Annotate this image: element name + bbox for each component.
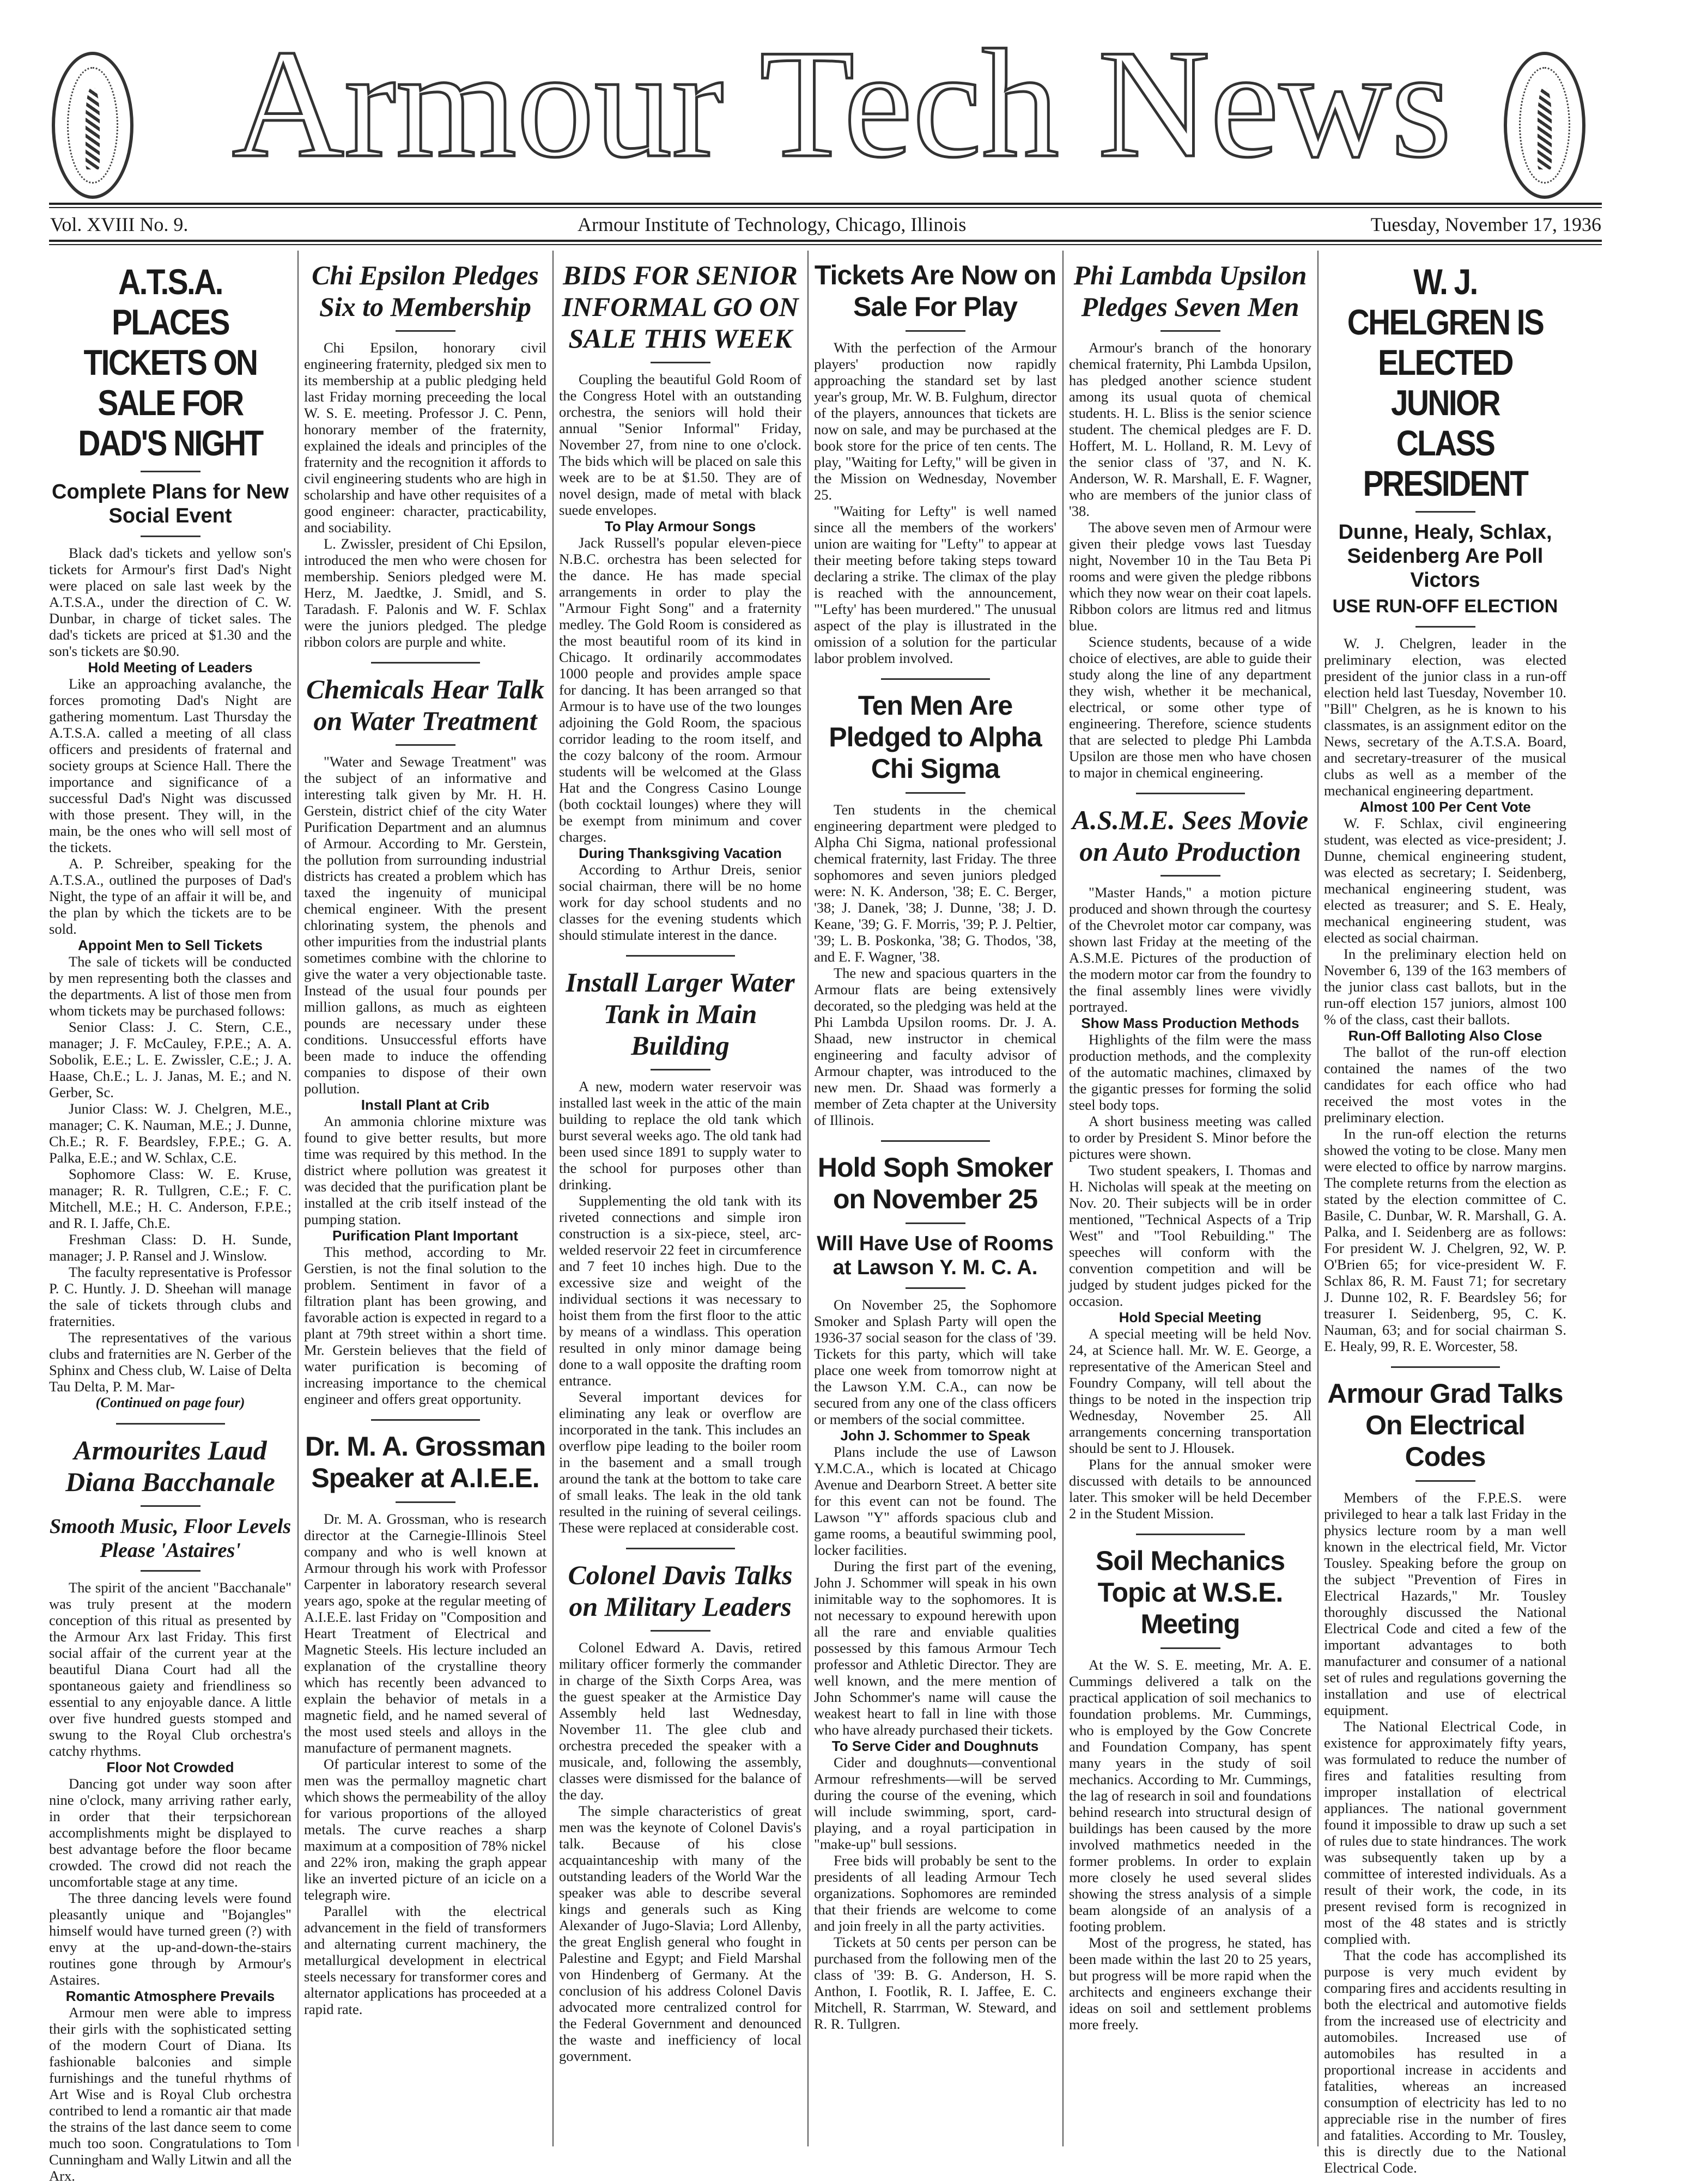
article-paragraph: Jack Russell's popular eleven-piece N.B.C. orchestra has been selected for the dance. He has made special arrangements in order to play the "Armour Fight Song" and a fraternity medley. The Gold Room is considered as the most beautiful room of its kind in Chicago. It ordinarily accommodates 1000 people and provides ample space for dancing. It has been arranged so that Armour is to have use of the two lounges adjoining the Gold Room, the spacious corridor leading to the room itself, and the cozy balcony of the room. Armour students will be welcomed at the Glass Hat and the Congress Casino Lounge (both cocktail lounges) where they will be exempt from minimum and cover charges. [559, 534, 801, 845]
article-divider [1391, 1366, 1500, 1368]
article-headline: Armourites Laud Diana Bacchanale [65, 1435, 275, 1497]
section-subhead: Purification Plant Important [332, 1227, 518, 1244]
article-paragraph: A. P. Schreiber, speaking for the A.T.S.A., outlined the purposes of Dad's Night, the type of an affair it will be, and the plan by which the tickets are to be sold. [49, 855, 291, 937]
deck-rule [141, 536, 200, 537]
article-paragraph: The new and spacious quarters in the Armour flats are being extensively decorated, so the pledging was held at the Phi Lambda Upsilon rooms. Dr. J. A. Shaad, new instructor in chemical engineering and faculty advisor of Armour chapter, was introduced to the new men. Dr. Shaad was formerly a member of Zeta chapter at the University of Illinois. [814, 965, 1056, 1128]
section-subhead: Hold Special Meeting [1119, 1309, 1262, 1325]
section-subhead: Show Mass Production Methods [1081, 1015, 1299, 1031]
article-deck: Dunne, Healy, Schlax, Seidenberg Are Poll Victors [1338, 521, 1552, 592]
article-paragraph: A new, modern water reservoir was installed last week in the attic of the main building to replace the old tank which burst several weeks ago. The old tank had been used since 1891 to supply water to the school for purposes other than drinking. [559, 1078, 801, 1193]
article-paragraph: Highlights of the film were the mass production methods, and the complexity of the automatic machines, climaxed by the gigantic presses for forming the solid steel body tops. [1069, 1031, 1311, 1113]
article-paragraph: Colonel Edward A. Davis, retired military officer formerly the commander in charge of the Sixth Corps Area, was the guest speaker at the Armistice Day Assembly held last Wednesday, November 11. The glee club and orchestra preceded the speaker with a musicale, and, following the assembly, classes were dismissed for the balance of the day. [559, 1639, 801, 1803]
article-divider [371, 1419, 480, 1421]
article-paragraph: Senior Class: J. C. Stern, C.E., manager; J. F. McCauley, F.P.E.; A. A. Sobolik, E.E.; L. E. Zwissler, C.E.; J. A. Haase, Ch.E.; L. J. Janas, M. E.; and N. Gerber, Sc. [49, 1019, 291, 1100]
section-subhead: Run-Off Balloting Also Close [1348, 1027, 1542, 1044]
headline-rule [396, 1501, 455, 1503]
section-subhead: John J. Schommer to Speak [840, 1427, 1030, 1444]
column-divider [552, 251, 554, 2146]
article-paragraph: Of particular interest to some of the men was the permalloy magnetic chart which shows the permeability of the alloy for various proportions of the alloyed metals. The curve reaches a sharp maximum at a composition of 78% nickel and 22% iron, making the graph appear like an inverted picture of an icicle on a telegraph wire. [304, 1756, 546, 1903]
volume-number: Vol. XVIII No. 9. [50, 214, 189, 235]
article [304, 1431, 546, 2017]
torch-icon [86, 88, 100, 169]
article-headline: BIDS FOR SENIOR INFORMAL GO ON SALE THIS WEEK [562, 260, 799, 354]
article [559, 1559, 801, 2064]
article-divider [626, 1548, 735, 1549]
article [814, 259, 1056, 666]
headline-rule [651, 362, 710, 363]
headline-rule [651, 1630, 710, 1632]
institute-seal-right [1504, 52, 1585, 199]
article-divider [116, 1423, 225, 1425]
headline-rule [1415, 511, 1475, 513]
article-headline: Soil Mechanics Topic at W.S.E. Meeting [1095, 1546, 1285, 1639]
article-deck-secondary: USE RUN-OFF ELECTION [1332, 596, 1558, 617]
column-divider [297, 251, 299, 2146]
column-divider [1062, 251, 1064, 2146]
headline-rule [906, 1222, 965, 1224]
article [49, 261, 291, 1411]
article-paragraph: Dr. M. A. Grossman, who is research director at the Carnegie-Illinois Steel company and who is well known at Armour through his work with Professor Carpenter in laboratory research several years ago, spoke at the regular meeting of A.I.E.E. last Friday on "Composition and Heart Treatment of Electrical and Magnetic Steels. His lecture included an explanation of the crystalline theory which has recently been advanced to explain the behavior of metals in a magnetic field, and he named several of the most used steels and alloys in the manufacture of permanent magnets. [304, 1511, 546, 1756]
headline-rule [141, 471, 200, 472]
article-paragraph: Plans include the use of Lawson Y.M.C.A., which is located at Chicago Avenue and Dearborn Street. A better site for this event can not be found. The Lawson "Y" affords spacious club and game rooms, a beautiful swimming pool, locker facilities. [814, 1444, 1056, 1558]
column-divider [807, 251, 809, 2146]
article-divider [626, 955, 735, 957]
article-divider [1136, 793, 1245, 794]
article-paragraph: This method, according to Mr. Gerstien, is not the final solution to the problem. Sentiment in favor of a filtration plant has been growing, and favorable action is expected in regard to a plant at 79th street within a short time. Mr. Gerstein believes that the field of water purification is becoming of increasing importance to the chemical engineer and offers great opportunity. [304, 1244, 546, 1407]
article-headline: Phi Lambda Upsilon Pledges Seven Men [1073, 260, 1307, 322]
article-paragraph: Coupling the beautiful Gold Room of the Congress Hotel with an outstanding orchestra, the seniors will hold their annual "Senior Informal" Friday, November 27, from nine to one o'clock. The bids which will be placed on sale this week are to be at $1.50. They are of novel design, made of metal with black suede envelopes. [559, 371, 801, 518]
article-deck: Will Have Use of Rooms at Lawson Y. M. C. A. [817, 1232, 1054, 1279]
article-paragraph: In the preliminary election held on November 6, 139 of the 163 members of the junior class cast ballots, but in the run-off election 157 juniors, almost 100 % of the class, cast their ballots. [1324, 946, 1566, 1027]
column-5 [1069, 256, 1311, 2146]
section-subhead: Almost 100 Per Cent Vote [1359, 799, 1531, 815]
article-paragraph: Ten students in the chemical engineering department were pledged to Alpha Chi Sigma, national professional chemical fraternity, last Friday. The three sophomores and seven juniors pledged were: N. K. Anderson, '38; E. C. Berger, '38; J. Danek, '38; J. Dunne, '38; J. D. Keane, '39; G. F. Morris, '39; P. J. Peltier, '39; L. B. Poskonka, '38; G. Thodos, '38, and E. F. Wagner, '38. [814, 801, 1056, 965]
headline-rule [1161, 875, 1220, 877]
deck-rule [906, 1287, 965, 1289]
article-paragraph: Like an approaching avalanche, the forces promoting Dad's Night are gathering momentum. Last Thursday the A.T.S.A. called a meeting of all class officers and presidents of fraternal and society groups at Science Hall. There the importance and significance of a successful Dad's Night was discussed with those present. They will, in the main, be the ones who will sell most of the tickets. [49, 676, 291, 855]
article-paragraph: That the code has accomplished its purpose is very much evident by comparing fires and accidents resulting in both the electrical and automotive fields from the increased use of electricity and automobiles. Increased use of automobiles has resulted in a proportional increase in accidents and fatalities, whereas an increased consumption of electricity has led to no appreciable rise in the number of fires and fatalities. According to Mr. Tousley, this is directly due to the National Electrical Code. [1324, 1947, 1566, 2176]
article [1069, 259, 1311, 781]
article-paragraph: Chi Epsilon, honorary civil engineering fraternity, pledged six men to its membership at a public pledging held last Friday morning preceeding the local W. S. E. meeting. Professor J. C. Penn, honorary member of the fraternity, explained the ideals and principles of the fraternity and the recognition it affords to civil engineering students who are high in scholarship and have other requisites of a good engineer: character, practicability, and sociability. [304, 339, 546, 536]
article-paragraph: L. Zwissler, president of Chi Epsilon, introduced the men who were chosen for membership. Seniors pledged were M. Herz, M. Jaedtke, J. Smidl, and S. Taradash. F. Palonis and W. F. Schlax were the juniors pledged. The pledge ribbon colors are purple and white. [304, 536, 546, 650]
article-paragraph: The three dancing levels were found pleasantly unique and "Bojangles" himself would have turned green (?) with envy at the up-and-down-the-stairs routines gone through by Armour's Astaires. [49, 1890, 291, 1988]
article-paragraph: Black dad's tickets and yellow son's tickets for Armour's first Dad's Night were placed on sale last week by the A.T.S.A., under the direction of C. W. Dunbar, in charge of ticket sales. The dad's tickets are priced at $1.30 and the son's tickets are $0.90. [49, 545, 291, 659]
article-paragraph: Several important devices for eliminating any leak or overflow are incorporated in the tank. This includes an overflow pipe leading to the boiler room in the basement and a small trough around the tank at the bottom to take care of small leaks. The leak in the old tank resulted in the ruining of several ceilings. These were replaced at considerable cost. [559, 1389, 801, 1536]
article-paragraph: Junior Class: W. J. Chelgren, M.E., manager; C. K. Nauman, M.E.; J. Dunne, Ch.E.; R. F. Beardsley, F.P.E.; G. A. Palka, E.E.; and W. Schlax, C.E. [49, 1100, 291, 1166]
article-headline: Chemicals Hear Talk on Water Treatment [306, 674, 545, 736]
section-subhead: To Play Armour Songs [604, 518, 756, 534]
article-deck: Complete Plans for New Social Event [52, 480, 289, 527]
masthead-rule-top [49, 203, 1602, 208]
article-paragraph: Parallel with the electrical advancement in the field of transformers and alternating current machinery, the metallurgical development in electrical steels necessary for transformer cores and alternator applications has proceeded at a rapid rate. [304, 1903, 546, 2017]
article-headline: Chi Epsilon Pledges Six to Membership [312, 260, 539, 322]
headline-rule [141, 1505, 200, 1507]
column-3 [559, 256, 801, 2146]
article-paragraph: Tickets at 50 cents per person can be purchased from the following men of the class of '39: B. G. Anderson, H. S. Anthon, I. Footlik, R. I. Jaffee, E. C. Mitchell, R. Starrman, W. Steward, and R. R. Tullgren. [814, 1934, 1056, 2032]
article-paragraph: Armour men were able to impress their girls with the sophisticated setting of the modern Court of Diana. Its fashionable balconies and simple furnishings and the tuneful rhythms of Art Wise and is Royal Club orchestra contribed to lend a romantic air that made the strains of the last dance seem to come much too soon. Congratulations to Tom Cunningham and Wally Litwin and all the Arx. [49, 2004, 291, 2184]
institute-seal-left [52, 52, 133, 199]
article-headline: Tickets Are Now on Sale For Play [814, 260, 1056, 322]
article-paragraph: A short business meeting was called to order by President S. Minor before the pictures were shown. [1069, 1113, 1311, 1162]
article [559, 259, 801, 943]
article [814, 690, 1056, 1128]
article-paragraph: With the perfection of the Armour players' production now rapidly approaching the standard set by last year's group, Mr. W. B. Fulghum, director of the players, announces that tickets are now on sale, and may be purchased at the book store for the price of ten cents. The play, "Waiting for Lefty," will be given in the Mission on Wednesday, November 25. [814, 339, 1056, 503]
headline-rule [1161, 330, 1220, 332]
article-divider [1136, 1534, 1245, 1535]
article-paragraph: W. J. Chelgren, leader in the preliminary election, was elected president of the junior class in a run-off election held last Tuesday, November 10. "Bill" Chelgren, as he is known to his classmates, is an assignment editor on the News, secretary of the A.T.S.A. Board, and secretary-treasurer of the musical clubs as well as a member of the mechanical engineering department. [1324, 635, 1566, 799]
article-paragraph: The faculty representative is Professor P. C. Huntly. J. D. Sheehan will manage the sale of tickets through clubs and fraternities. [49, 1264, 291, 1329]
section-subhead: Romantic Atmosphere Prevails [65, 1988, 275, 2004]
headline-rule [396, 744, 455, 746]
section-subhead: Appoint Men to Sell Tickets [77, 937, 263, 953]
article-paragraph: "Waiting for Lefty" is well named since all the members of the workers' union are waiting for "Lefty" to appear at their meeting before taking steps toward declaring a strike. The climax of the play is reached with the announcement, "'Lefty' has been murdered." The unusual aspect of the play is illustrated in the omission of a solution for the particular labor problem involved. [814, 503, 1056, 666]
institution-line: Armour Institute of Technology, Chicago, Illinois [578, 214, 967, 235]
section-subhead: Floor Not Crowded [106, 1759, 234, 1775]
article-headline: A.T.S.A. PLACES TICKETS ON SALE FOR DAD'S NIGHT [78, 261, 263, 463]
deck-rule [141, 1570, 200, 1572]
continued-link: (Continued on page four) [95, 1395, 245, 1410]
article [304, 259, 546, 650]
article-paragraph: Freshman Class: D. H. Sunde, manager; J. P. Ransel and J. Winslow. [49, 1231, 291, 1264]
article-paragraph: According to Arthur Dreis, senior social chairman, there will be no home work for day school students and no classes for the evening students which should stimulate interest in the dance. [559, 861, 801, 943]
headline-rule [1415, 1480, 1475, 1482]
masthead-rule-bottom [49, 240, 1602, 245]
article-divider [881, 678, 990, 680]
article [1069, 804, 1311, 1522]
column-6 [1324, 256, 1566, 2176]
article-paragraph: Plans for the annual smoker were discussed with details to be announced later. This smoker will be held December 2 in the Student Mission. [1069, 1456, 1311, 1522]
article-paragraph: Dancing got under way soon after nine o'clock, many arriving rather early, in order that their terpsichorean accomplishments might be displayed to best advantage before the floor became crowded. The crowd did not reach the uncomfortable stage at any time. [49, 1775, 291, 1890]
article-paragraph: At the W. S. E. meeting, Mr. A. E. Cummings delivered a talk on the practical application of soil mechanics to foundation problems. Mr. Cummings, who is employed by the Gow Concrete and Foundation Company, has spent many years in the study of soil mechanics. According to Mr. Cummings, the lag of research in soil and foundations behind research into structural design of buildings has been caused by the more involved mathmetics needed in the former problems. In order to explain more closely he used several slides showing the stress analysis of a simple beam alongside of an analysis of a footing problem. [1069, 1657, 1311, 1934]
masthead-title: Armour Tech News [232, 17, 1452, 190]
article [49, 1434, 291, 2184]
article-paragraph: The spirit of the ancient "Bacchanale" was truly present at the modern conception of this ritual as presented by the Armour Arx last Friday. This first social affair of the current year at the beautiful Diana Court had all the spontaneous gaiety and friendliness so essential to any enjoyable dance. A little over five hundred guests stomped and swung to the Royal Club orchestra's catchy rhythms. [49, 1579, 291, 1759]
article [1324, 261, 1566, 1354]
article-headline: Hold Soph Smoker on November 25 [817, 1152, 1053, 1214]
article-paragraph: Two student speakers, I. Thomas and H. Nicholas will speak at the meeting on Nov. 20. Their subjects will be in order mentioned, "Technical Aspects of a Trip West" and "Tool Rebuilding." The speeches will conform with the convention competition and will be judged by student judges picked for the occasion. [1069, 1162, 1311, 1309]
article-paragraph: The National Electrical Code, in existence for approximately fifty years, was formulated to reduce the number of fires and fatalities resulting from improper installation of electrical appliances. The national government found it impossible to draw up such a set of rules due to state hindrances. The work was subsequently taken up by a committee of interested individuals. As a result of their work, the code, in its present revised form is recognized in most of the 48 states and is strictly complied with. [1324, 1718, 1566, 1947]
article-paragraph: The above seven men of Armour were given their pledge vows last Tuesday night, November 10 in the Tau Beta Pi rooms and were given the pledge ribbons which they now wear on their coat lapels. Ribbon colors are litmus red and litmus blue. [1069, 519, 1311, 634]
article-headline: Armour Grad Talks On Electrical Codes [1327, 1378, 1563, 1472]
article-paragraph: Sophomore Class: W. E. Kruse, manager; R. R. Tullgren, C.E.; F. C. Mitchell, M.E.; H. C. Anderson, F.P.E.; and R. I. Jaffe, Ch.E. [49, 1166, 291, 1231]
headline-rule [651, 1069, 710, 1070]
issue-date: Tuesday, November 17, 1936 [1370, 214, 1601, 235]
article-paragraph: "Water and Sewage Treatment" was the subject of an informative and interesting talk given by Mr. H. H. Gerstein, district chief of the city Water Purification Department and an alumnus of Armour. According to Mr. Gerstein, the pollution from surrounding industrial districts has created a problem which has taxed the ingenuity of municipal chemical engineer. With the present chlorinating system, the phenols and other impurities from the industrial plants sometimes combine with the chlorine to give the water a very objectionable taste. Instead of the usual four pounds per million gallons, as much as eighteen pounds are necessary under these conditions. Unsuccessful efforts have been made to induce the offending companies to dispose of their own pollution. [304, 753, 546, 1097]
article-paragraph: The ballot of the run-off election contained the names of the two candidates for each office who had received the most votes in the preliminary election. [1324, 1044, 1566, 1126]
article-divider [371, 662, 480, 664]
article-paragraph: During the first part of the evening, John J. Schommer will speak in his own inimitable way to the sophomores. It is not necessary to expound herewith upon all the rare and enviable qualities possessed by this famous Armour Tech professor and Athletic Director. They are well known, and the mere mention of John Schommer's name will cause the weakest heart to fall in line with those who have already purchased their tickets. [814, 1558, 1056, 1738]
article [814, 1152, 1056, 2032]
article-paragraph: W. F. Schlax, civil engineering student, was elected as vice-president; J. Dunne, chemical engineering student, was elected as secretary; I. Seidenberg, mechanical engineering student, was elected as treasurer; and S. E. Healy, mechanical engineering student, was elected as social chairman. [1324, 815, 1566, 946]
article-headline: Dr. M. A. Grossman Speaker at A.I.E.E. [305, 1431, 546, 1493]
article-paragraph: Supplementing the old tank with its riveted connections and simple iron construction is a six-piece, steel, arc-welded reservoir 22 feet in circumference and 7 feet 10 inches high. Due to the excessive size and weight of the individual sections it was necessary to hoist them from the first floor to the attic by means of a windlass. This operation resulted in only minor damage being done to a wall opposite the drafting room entrance. [559, 1193, 801, 1389]
article-divider [881, 1140, 990, 1142]
headline-rule [906, 330, 965, 332]
article-paragraph: Science students, because of a wide choice of electives, are able to guide their study along the line of any department they wish, whether it be mechanical, electrical, or some other type of engineering. Therefore, science students that are selected to pledge Phi Lambda Upsilon are those men who have chosen to major in chemical engineering. [1069, 634, 1311, 781]
article-paragraph: Free bids will probably be sent to the presidents of all leading Armour Tech organizations. Sophomores are reminded that their friends are welcome to come and join freely in all the party activities. [814, 1852, 1056, 1934]
article-headline: Colonel Davis Talks on Military Leaders [568, 1560, 793, 1622]
column-2 [304, 256, 546, 2146]
article-paragraph: An ammonia chlorine mixture was found to give better results, but more time was required by this method. In the district where pollution was greatest it was decided that the purification plant be installed at the crib itself instead of the pumping station. [304, 1113, 546, 1227]
section-subhead: Install Plant at Crib [361, 1097, 490, 1113]
article [1324, 1378, 1566, 2176]
article-paragraph: Most of the progress, he stated, has been made within the last 20 to 25 years, but progress will be more rapid when the architects and engineers exchange their ideas on soil and settlement problems more freely. [1069, 1934, 1311, 2033]
torch-icon [1538, 88, 1552, 169]
article-paragraph: "Master Hands," a motion picture produced and shown through the courtesy of the Chevrolet motor car company, was shown last Friday at the meeting of the A.S.M.E. Pictures of the production of the modern motor car from the foundry to the final assembly lines were vividly portrayed. [1069, 884, 1311, 1015]
section-subhead: To Serve Cider and Doughnuts [831, 1738, 1039, 1754]
article-paragraph: The representatives of the various clubs and fraternities are N. Gerber of the Sphinx and Chess club, W. Laise of Delta Tau Delta, P. M. Mar- [49, 1329, 291, 1395]
section-subhead: During Thanksgiving Vacation [579, 845, 782, 861]
article-paragraph: A special meeting will be held Nov. 24, at Science hall. Mr. W. E. George, a representative of the American Steel and Foundry Company, will tell about the things to be noted in the inspection trip Wednesday, November 25. All arrangements concerning transportation should be sent to J. Hlousek. [1069, 1325, 1311, 1456]
article-paragraph: Members of the F.P.E.S. were privileged to hear a talk last Friday in the physics lecture room by a man well known in the electrical field, Mr. Victor Tousley. Speaking before the group on the subject "Prevention of Fires in Electrical Hazards," Mr. Tousley thoroughly discussed the National Electrical Code and cited a few of the important advantages to both manufacturer and consumer of a national set of rules and regulations governing the installation and use of electrical equipment. [1324, 1489, 1566, 1718]
article-paragraph: Cider and doughnuts—conventional Armour refreshments—will be served during the course of the evening, which will include swimming, sport, card-playing, and a royal participation in "make-up" bull sessions. [814, 1754, 1056, 1852]
article-headline: Install Larger Water Tank in Main Building [566, 967, 795, 1061]
article-headline: W. J. CHELGREN IS ELECTED JUNIOR CLASS PRESIDENT [1347, 261, 1544, 503]
article-paragraph: In the run-off election the returns showed the voting to be close. Many men were elected to office by narrow margins. The complete returns from the election as stated by the election committee of C. Basile, C. Dunbar, W. R. Marshall, G. A. Palka, and I. Seidenberg are as follows: For president W. J. Chelgren, 92, W. P. O'Brien 65; for vice-president W. F. Schlax 86, R. M. Faust 71; for secretary J. Dunne 102, R. F. Beardsley 56; for treasurer I. Seidenberg, 95, C. K. Nauman, 63; and for social chairman S. E. Healy, 99, R. E. Worcester, 58. [1324, 1126, 1566, 1354]
article-paragraph: On November 25, the Sophomore Smoker and Splash Party will open the 1936-37 social season for the class of '39. Tickets for this party, which will take place one week from tomorrow night at the Lawson Y.M. C.A., can now be secured from any one of the class officers or members of the social committee. [814, 1297, 1056, 1427]
column-4 [814, 256, 1056, 2146]
column-1 [49, 256, 291, 2184]
article-paragraph: The simple characteristics of great men was the keynote of Colonel Davis's talk. Because of his close acquaintanceship with many of the outstanding leaders of the World War the speaker was able to describe several kings and generals such as King Alexander of Jugo-Slavia; Lord Allenby, the great English general who fought in Palestine and Egypt; and Field Marshal von Hindenberg of Germany. At the conclusion of his address Colonel Davis advocated more centralized control for the Federal Government and denounced the waste and inefficiency of local government. [559, 1803, 801, 2064]
article-paragraph: Armour's branch of the honorary chemical fraternity, Phi Lambda Upsilon, has pledged another science student among its usual quota of chemical students. H. L. Bliss is the senior science student. The chemical pledges are F. D. Hoffert, M. L. Holland, R. M. Levy of the senior class of '37, and N. K. Anderson, W. R. Marshall, E. F. Wagner, who are members of the junior class of '38. [1069, 339, 1311, 519]
article-headline: A.S.M.E. Sees Movie on Auto Production [1072, 805, 1309, 867]
article-deck: Smooth Music, Floor Levels Please 'Astaires' [49, 1515, 291, 1562]
deck-rule [1415, 626, 1475, 628]
article [559, 966, 801, 1536]
column-divider [1317, 251, 1319, 2146]
headline-rule [1161, 1647, 1220, 1649]
article [304, 673, 546, 1407]
section-subhead: Hold Meeting of Leaders [88, 659, 253, 676]
article-headline: Ten Men Are Pledged to Alpha Chi Sigma [829, 690, 1042, 784]
headline-rule [906, 792, 965, 794]
article-paragraph: The sale of tickets will be conducted by men representing both the classes and the departments. A list of those men from whom tickets may be purchased follows: [49, 953, 291, 1019]
article [1069, 1545, 1311, 2033]
headline-rule [396, 330, 455, 332]
